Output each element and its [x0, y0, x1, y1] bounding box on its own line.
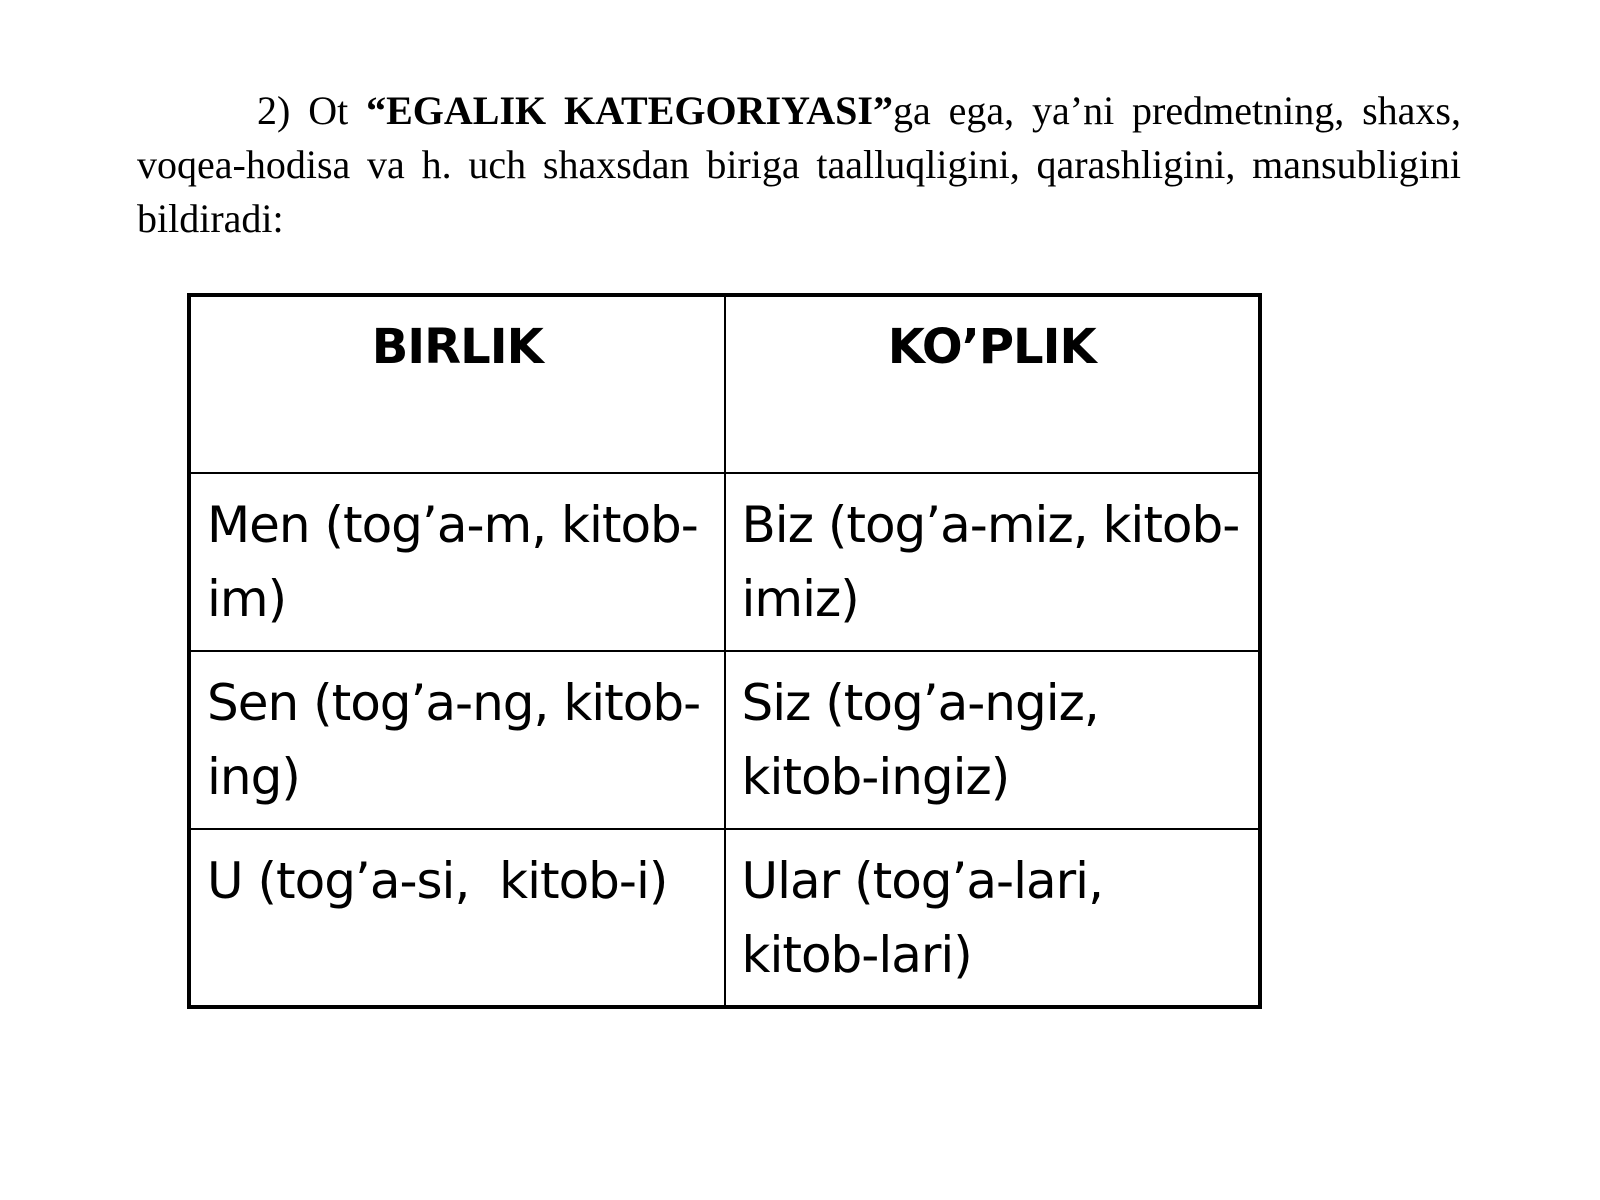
cell-singular-third-person: U (tog’a-si, kitob-i) [189, 829, 725, 1007]
paragraph-prefix: 2) Ot [257, 88, 367, 133]
header-singular: BIRLIK [189, 295, 725, 473]
paragraph-suffix: ga ega, ya’ni predmetning, shaxs, voqea-hodisa va h. uch shaxsdan biriga taalluqligini, qarashligini, mansubligini bildiradi: [137, 88, 1461, 241]
cell-plural-first-person: Biz (tog’a-miz, kitob-imiz) [725, 473, 1261, 651]
possessive-table [187, 293, 1262, 1009]
cell-plural-second-person: Siz (tog’a-ngiz, kitob-ingiz) [725, 651, 1261, 829]
cell-singular-second-person: Sen (tog’a-ng, kitob-ing) [189, 651, 725, 829]
paragraph-term: “EGALIK KATEGORIYASI” [366, 88, 893, 133]
table-row [189, 829, 1260, 1007]
intro-paragraph [137, 84, 1461, 246]
cell-plural-third-person: Ular (tog’a-lari, kitob-lari) [725, 829, 1261, 1007]
table-header-row [189, 295, 1260, 473]
header-plural: KO’PLIK [725, 295, 1261, 473]
cell-singular-first-person: Men (tog’a-m, kitob-im) [189, 473, 725, 651]
table-row [189, 651, 1260, 829]
table-row [189, 473, 1260, 651]
